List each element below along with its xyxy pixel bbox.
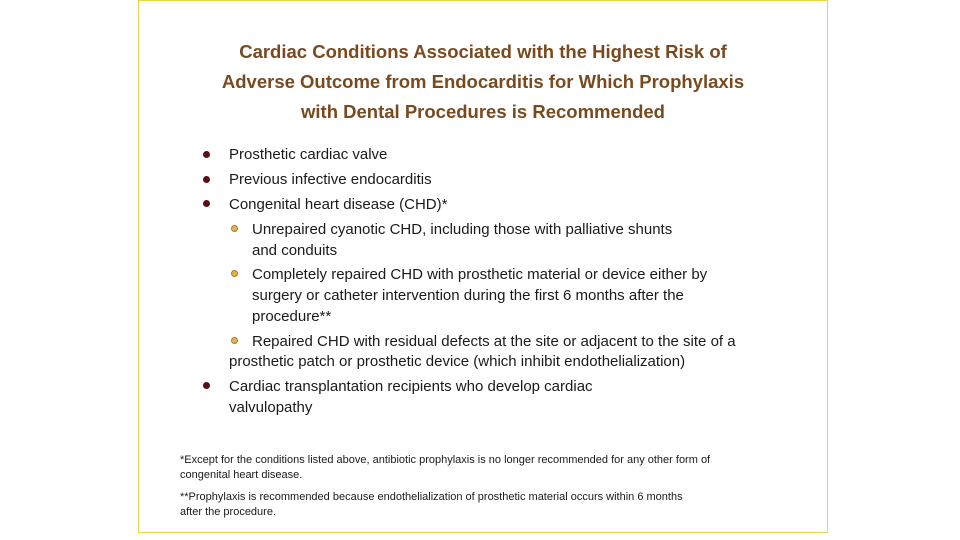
list-item-line: valvulopathy — [229, 399, 313, 416]
sub-list-item-line: surgery or catheter intervention during the first 6 months after the — [252, 287, 684, 304]
bullet-dot-icon — [203, 200, 210, 207]
bullet-dot-icon — [203, 176, 210, 183]
slide — [138, 0, 828, 533]
bullet-dot-icon — [203, 151, 210, 158]
sub-list-item-line: prosthetic patch or prosthetic device (which inhibit endothelialization) — [229, 353, 686, 370]
sub-list-item-line: Completely repaired CHD with prosthetic material or device either by — [252, 266, 708, 283]
sub-bullet-dot-icon — [231, 270, 238, 277]
footnote-line: congenital heart disease. — [180, 469, 303, 481]
title-line-2: Adverse Outcome from Endocarditis for Which Prophylaxis — [221, 71, 745, 92]
list-item: Congenital heart disease (CHD)* — [229, 196, 448, 213]
sub-bullet-dot-icon — [231, 337, 238, 344]
footnote-line: *Except for the conditions listed above, antibiotic prophylaxis is no longer recommended for any other form of — [180, 454, 711, 466]
title-line-1: Cardiac Conditions Associated with the Highest Risk of — [239, 41, 727, 62]
sub-bullet-dot-icon — [231, 225, 238, 232]
list-item-line: Cardiac transplantation recipients who develop cardiac — [229, 378, 593, 395]
footnote-line: **Prophylaxis is recommended because endothelialization of prosthetic material occurs within 6 months — [180, 491, 683, 503]
list-item: Prosthetic cardiac valve — [229, 146, 388, 163]
sub-list-item-line: procedure** — [252, 308, 332, 325]
sub-list-item-line: and conduits — [252, 242, 338, 259]
list-item: Previous infective endocarditis — [229, 171, 432, 188]
sub-list-item-line: Repaired CHD with residual defects at the site or adjacent to the site of a — [252, 333, 736, 350]
title-line-3: with Dental Procedures is Recommended — [301, 101, 665, 122]
sub-list-item-line: Unrepaired cyanotic CHD, including those with palliative shunts — [252, 221, 673, 238]
bullet-dot-icon — [203, 382, 210, 389]
footnote-line: after the procedure. — [180, 506, 277, 518]
